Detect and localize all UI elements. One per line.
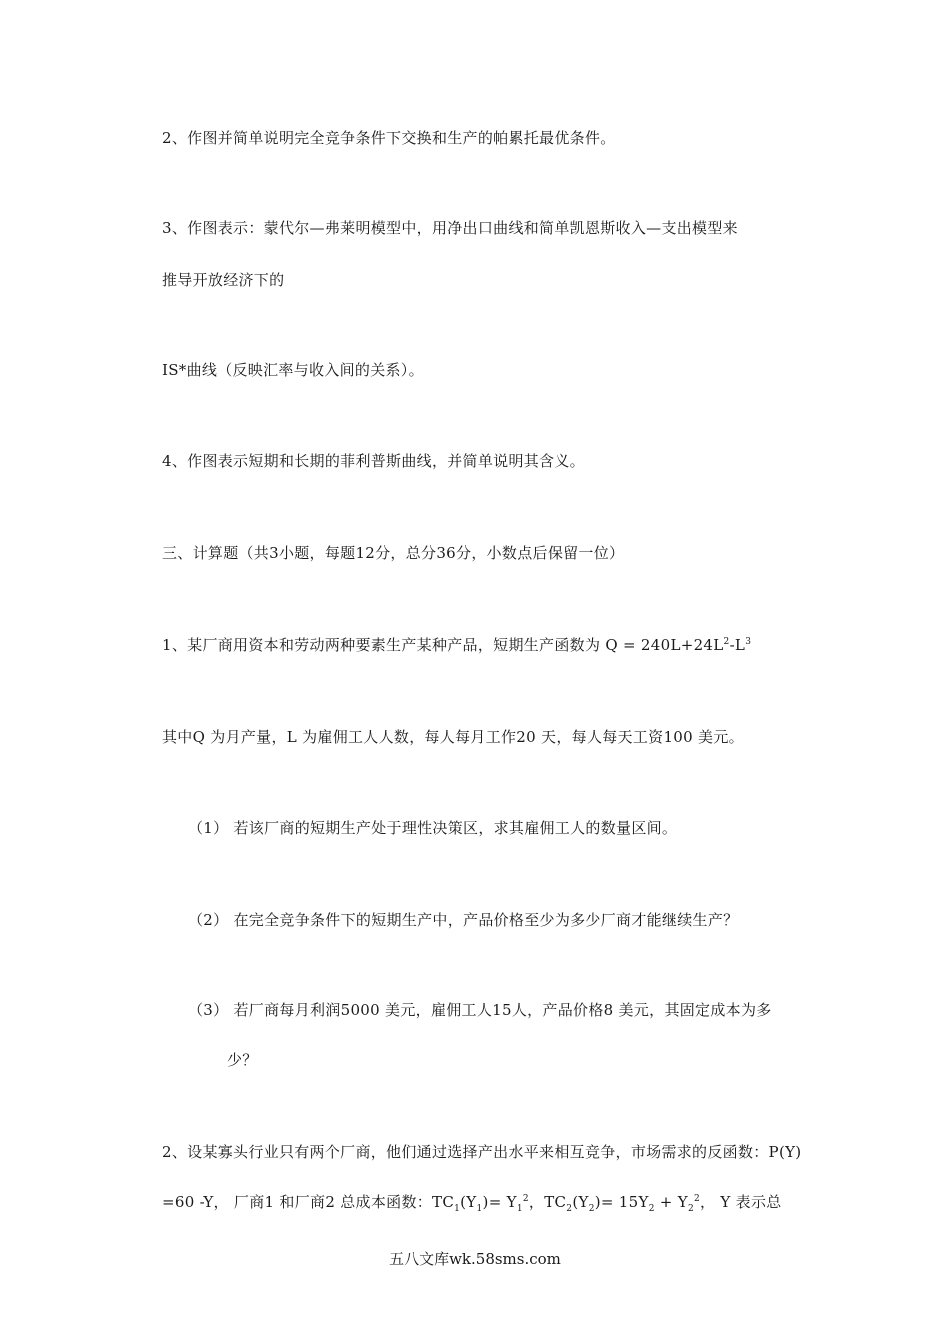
question-2-3-line3: IS*曲线（反映汇率与收入间的关系）。 (162, 361, 424, 379)
q3-2-sub-1b: 1 (476, 1204, 483, 1214)
q3-2-sub-1: 1 (454, 1204, 461, 1214)
section-3-title: 三、计算题（共3小题，每题12分，总分36分，小数点后保留一位） (162, 544, 625, 562)
question-3-2-line1: 2、设某寡头行业只有两个厂商，他们通过选择产出水平来相互竞争，市场需求的反函数：P(Y) (162, 1143, 802, 1161)
q3-2-sub-2d: 2 (687, 1204, 694, 1214)
q3-2-text-4: ，TC (528, 1193, 567, 1211)
question-2-2: 2、作图并简单说明完全竞争条件下交换和生产的帕累托最优条件。 (162, 129, 616, 147)
question-3-1-sub2: （2） 在完全竞争条件下的短期生产中，产品价格至少为多少厂商才能继续生产？ (188, 911, 739, 929)
q3-1-sup-3: 3 (745, 637, 752, 647)
q3-2-text-2: (Y (460, 1193, 477, 1211)
question-2-4: 4、作图表示短期和长期的菲利普斯曲线，并简单说明其含义。 (162, 452, 585, 470)
question-3-1-line2: 其中Q 为月产量，L 为雇佣工人人数，每人每月工作20 天，每人每天工资100 美元。 (162, 728, 744, 746)
q3-2-sup-2a: 2 (522, 1194, 529, 1204)
question-3-1-sub1: （1） 若该厂商的短期生产处于理性决策区，求其雇佣工人的数量区间。 (188, 819, 678, 837)
q3-2-text-5: (Y (572, 1193, 589, 1211)
q3-1-sup-2: 2 (723, 637, 730, 647)
q3-2-text-6: )= 15Y (594, 1193, 649, 1211)
q3-1-text-a: 1、某厂商用资本和劳动两种要素生产某种产品，短期生产函数为 Q = 240L+24L (162, 636, 724, 654)
q3-2-sub-2b: 2 (588, 1204, 595, 1214)
question-3-2-line2 (162, 1192, 782, 1212)
q3-2-text-8: ， Y 表示总 (700, 1193, 782, 1211)
q3-2-sub-1c: 1 (516, 1204, 523, 1214)
q3-2-sub-2c: 2 (648, 1204, 655, 1214)
q3-2-text-3: )= Y (482, 1193, 517, 1211)
q3-2-text-7: + Y (654, 1193, 688, 1211)
question-2-3-line2: 推导开放经济下的 (162, 271, 285, 289)
q3-2-sub-2: 2 (566, 1204, 573, 1214)
question-3-1-sub3-line2: 少？ (227, 1051, 258, 1069)
q3-1-text-b: -L (729, 636, 746, 654)
question-3-1-sub3-line1: （3） 若厂商每月利润5000 美元，雇佣工人15人，产品价格8 美元，其固定成本为多 (188, 1001, 772, 1019)
question-2-3-line1: 3、作图表示：蒙代尔—弗莱明模型中，用净出口曲线和简单凯恩斯收入—支出模型来 (162, 219, 738, 237)
q3-2-sup-2b: 2 (693, 1194, 701, 1204)
question-3-1-line1 (162, 635, 751, 655)
footer-watermark: 五八文库wk.58sms.com (389, 1250, 561, 1268)
q3-2-text-1: =60 -Y， 厂商1 和厂商2 总成本函数：TC (162, 1193, 455, 1211)
